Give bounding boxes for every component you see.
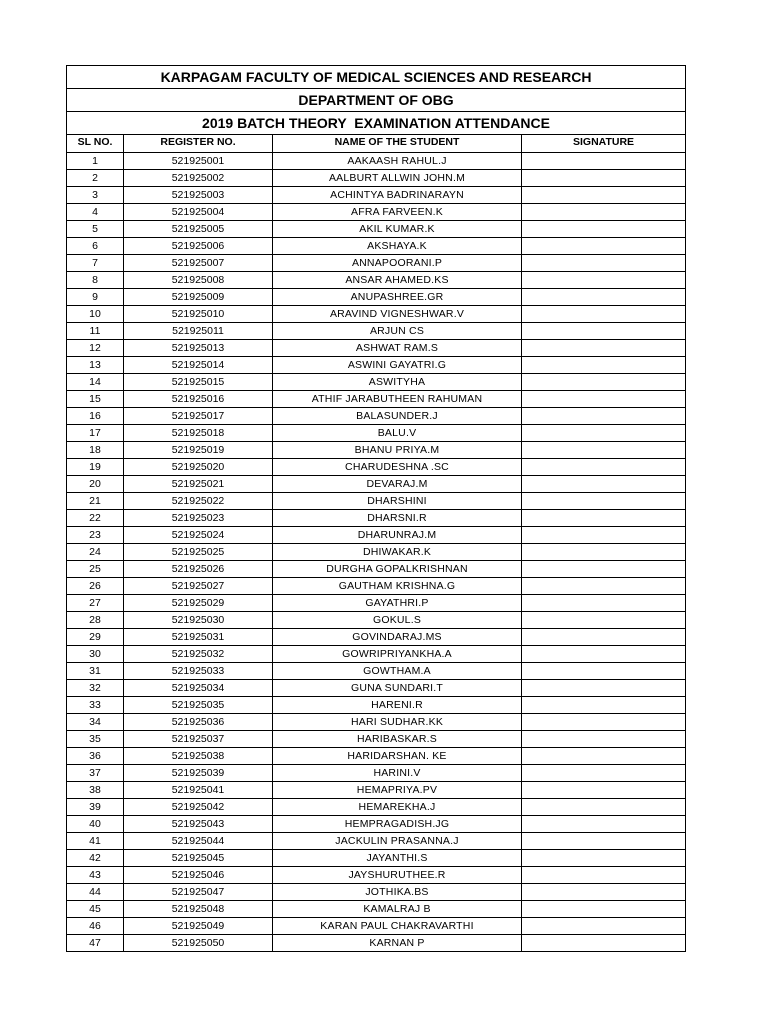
signature-cell[interactable] — [522, 816, 686, 833]
table-row — [67, 816, 686, 833]
table-row — [67, 289, 686, 306]
signature-cell[interactable] — [522, 493, 686, 510]
attendance-table — [66, 65, 686, 952]
sl-cell: 8 — [67, 272, 124, 289]
sl-cell: 20 — [67, 476, 124, 493]
register-no-cell: 521925003 — [124, 187, 273, 204]
register-no-cell: 521925016 — [124, 391, 273, 408]
sl-cell: 33 — [67, 697, 124, 714]
student-name-cell: DHARSHINI — [273, 493, 522, 510]
register-no-cell: 521925019 — [124, 442, 273, 459]
student-rows — [67, 153, 686, 952]
sl-cell: 2 — [67, 170, 124, 187]
register-no-cell: 521925048 — [124, 901, 273, 918]
table-row — [67, 187, 686, 204]
register-no-cell: 521925006 — [124, 238, 273, 255]
signature-cell[interactable] — [522, 306, 686, 323]
table-row — [67, 340, 686, 357]
register-no-cell: 521925015 — [124, 374, 273, 391]
register-no-cell: 521925026 — [124, 561, 273, 578]
signature-cell[interactable] — [522, 578, 686, 595]
register-no-cell: 521925031 — [124, 629, 273, 646]
student-name-cell: HARINI.V — [273, 765, 522, 782]
register-no-cell: 521925009 — [124, 289, 273, 306]
column-header-row — [67, 135, 686, 153]
signature-cell[interactable] — [522, 918, 686, 935]
table-row — [67, 170, 686, 187]
register-no-cell: 521925005 — [124, 221, 273, 238]
register-no-cell: 521925029 — [124, 595, 273, 612]
table-row — [67, 935, 686, 952]
table-row — [67, 867, 686, 884]
signature-cell[interactable] — [522, 748, 686, 765]
sl-cell: 14 — [67, 374, 124, 391]
sl-cell: 9 — [67, 289, 124, 306]
sl-cell: 18 — [67, 442, 124, 459]
signature-cell[interactable] — [522, 323, 686, 340]
sl-cell: 42 — [67, 850, 124, 867]
institution-title: KARPAGAM FACULTY OF MEDICAL SCIENCES AND RESEARCH — [67, 66, 686, 89]
student-name-cell: GOWTHAM.A — [273, 663, 522, 680]
register-no-cell: 521925043 — [124, 816, 273, 833]
register-no-cell: 521925017 — [124, 408, 273, 425]
register-no-cell: 521925002 — [124, 170, 273, 187]
signature-cell[interactable] — [522, 544, 686, 561]
signature-cell[interactable] — [522, 527, 686, 544]
signature-cell[interactable] — [522, 221, 686, 238]
sl-cell: 19 — [67, 459, 124, 476]
sl-cell: 40 — [67, 816, 124, 833]
register-no-cell: 521925018 — [124, 425, 273, 442]
signature-cell[interactable] — [522, 833, 686, 850]
attendance-sheet — [66, 65, 685, 952]
table-row — [67, 748, 686, 765]
register-no-cell: 521925025 — [124, 544, 273, 561]
signature-cell[interactable] — [522, 595, 686, 612]
table-row — [67, 238, 686, 255]
student-name-cell: GOVINDARAJ.MS — [273, 629, 522, 646]
register-no-cell: 521925046 — [124, 867, 273, 884]
table-row — [67, 680, 686, 697]
student-name-cell: DHARUNRAJ.M — [273, 527, 522, 544]
sl-cell: 17 — [67, 425, 124, 442]
register-no-cell: 521925042 — [124, 799, 273, 816]
register-no-cell: 521925022 — [124, 493, 273, 510]
table-row — [67, 731, 686, 748]
sl-cell: 36 — [67, 748, 124, 765]
register-no-cell: 521925037 — [124, 731, 273, 748]
register-no-cell: 521925045 — [124, 850, 273, 867]
sl-cell: 28 — [67, 612, 124, 629]
header-register-no: REGISTER NO. — [124, 135, 273, 153]
table-row — [67, 697, 686, 714]
student-name-cell: HEMPRAGADISH.JG — [273, 816, 522, 833]
sl-cell: 21 — [67, 493, 124, 510]
sl-cell: 12 — [67, 340, 124, 357]
sl-cell: 13 — [67, 357, 124, 374]
student-name-cell: HARIDARSHAN. KE — [273, 748, 522, 765]
table-row — [67, 425, 686, 442]
sl-cell: 39 — [67, 799, 124, 816]
student-name-cell: GAUTHAM KRISHNA.G — [273, 578, 522, 595]
table-row — [67, 476, 686, 493]
signature-cell[interactable] — [522, 476, 686, 493]
signature-cell[interactable] — [522, 187, 686, 204]
student-name-cell: HARENI.R — [273, 697, 522, 714]
signature-cell[interactable] — [522, 799, 686, 816]
student-name-cell: BALASUNDER.J — [273, 408, 522, 425]
register-no-cell: 521925041 — [124, 782, 273, 799]
sl-cell: 41 — [67, 833, 124, 850]
register-no-cell: 521925032 — [124, 646, 273, 663]
student-name-cell: HARIBASKAR.S — [273, 731, 522, 748]
table-row — [67, 850, 686, 867]
header-student-name: NAME OF THE STUDENT — [273, 135, 522, 153]
signature-cell[interactable] — [522, 850, 686, 867]
student-name-cell: ANSAR AHAMED.KS — [273, 272, 522, 289]
sl-cell: 11 — [67, 323, 124, 340]
register-no-cell: 521925020 — [124, 459, 273, 476]
table-row — [67, 901, 686, 918]
table-row — [67, 374, 686, 391]
student-name-cell: DURGHA GOPALKRISHNAN — [273, 561, 522, 578]
sl-cell: 29 — [67, 629, 124, 646]
register-no-cell: 521925014 — [124, 357, 273, 374]
table-row — [67, 629, 686, 646]
table-row — [67, 357, 686, 374]
signature-cell[interactable] — [522, 289, 686, 306]
title-row-department — [67, 89, 686, 112]
table-row — [67, 442, 686, 459]
sl-cell: 24 — [67, 544, 124, 561]
student-name-cell: GAYATHRI.P — [273, 595, 522, 612]
student-name-cell: ASWINI GAYATRI.G — [273, 357, 522, 374]
student-name-cell: AAKAASH RAHUL.J — [273, 153, 522, 170]
table-row — [67, 493, 686, 510]
student-name-cell: ARAVIND VIGNESHWAR.V — [273, 306, 522, 323]
sl-cell: 34 — [67, 714, 124, 731]
register-no-cell: 521925039 — [124, 765, 273, 782]
signature-cell[interactable] — [522, 272, 686, 289]
header-sl-no: SL NO. — [67, 135, 124, 153]
title-row-exam — [67, 112, 686, 135]
table-row — [67, 918, 686, 935]
signature-cell[interactable] — [522, 561, 686, 578]
student-name-cell: DEVARAJ.M — [273, 476, 522, 493]
student-name-cell: KARAN PAUL CHAKRAVARTHI — [273, 918, 522, 935]
signature-cell[interactable] — [522, 255, 686, 272]
table-row — [67, 612, 686, 629]
sl-cell: 15 — [67, 391, 124, 408]
table-row — [67, 153, 686, 170]
sl-cell: 35 — [67, 731, 124, 748]
table-row — [67, 799, 686, 816]
table-row — [67, 714, 686, 731]
student-name-cell: DHARSNI.R — [273, 510, 522, 527]
signature-cell[interactable] — [522, 357, 686, 374]
table-row — [67, 544, 686, 561]
register-no-cell: 521925008 — [124, 272, 273, 289]
register-no-cell: 521925021 — [124, 476, 273, 493]
signature-cell[interactable] — [522, 663, 686, 680]
sl-cell: 32 — [67, 680, 124, 697]
student-name-cell: HEMAPRIYA.PV — [273, 782, 522, 799]
signature-cell[interactable] — [522, 340, 686, 357]
student-name-cell: AALBURT ALLWIN JOHN.M — [273, 170, 522, 187]
sl-cell: 4 — [67, 204, 124, 221]
sl-cell: 25 — [67, 561, 124, 578]
table-row — [67, 595, 686, 612]
table-row — [67, 255, 686, 272]
sl-cell: 23 — [67, 527, 124, 544]
student-name-cell: GOWRIPRIYANKHA.A — [273, 646, 522, 663]
sl-cell: 16 — [67, 408, 124, 425]
student-name-cell: GUNA SUNDARI.T — [273, 680, 522, 697]
table-row — [67, 459, 686, 476]
sl-cell: 1 — [67, 153, 124, 170]
table-row — [67, 408, 686, 425]
table-row — [67, 884, 686, 901]
student-name-cell: ANUPASHREE.GR — [273, 289, 522, 306]
sl-cell: 6 — [67, 238, 124, 255]
signature-cell[interactable] — [522, 629, 686, 646]
student-name-cell: KAMALRAJ B — [273, 901, 522, 918]
signature-cell[interactable] — [522, 765, 686, 782]
student-name-cell: KARNAN P — [273, 935, 522, 952]
sl-cell: 45 — [67, 901, 124, 918]
department-title: DEPARTMENT OF OBG — [67, 89, 686, 112]
register-no-cell: 521925049 — [124, 918, 273, 935]
table-row — [67, 833, 686, 850]
register-no-cell: 521925044 — [124, 833, 273, 850]
signature-cell[interactable] — [522, 510, 686, 527]
sl-cell: 5 — [67, 221, 124, 238]
student-name-cell: JAYSHURUTHEE.R — [273, 867, 522, 884]
student-name-cell: BALU.V — [273, 425, 522, 442]
student-name-cell: HEMAREKHA.J — [273, 799, 522, 816]
sl-cell: 3 — [67, 187, 124, 204]
register-no-cell: 521925047 — [124, 884, 273, 901]
student-name-cell: AFRA FARVEEN.K — [273, 204, 522, 221]
signature-cell[interactable] — [522, 153, 686, 170]
register-no-cell: 521925027 — [124, 578, 273, 595]
student-name-cell: JACKULIN PRASANNA.J — [273, 833, 522, 850]
sl-cell: 38 — [67, 782, 124, 799]
table-row — [67, 578, 686, 595]
table-row — [67, 663, 686, 680]
sl-cell: 22 — [67, 510, 124, 527]
sl-cell: 47 — [67, 935, 124, 952]
student-name-cell: ANNAPOORANI.P — [273, 255, 522, 272]
student-name-cell: HARI SUDHAR.KK — [273, 714, 522, 731]
signature-cell[interactable] — [522, 408, 686, 425]
register-no-cell: 521925038 — [124, 748, 273, 765]
sl-cell: 30 — [67, 646, 124, 663]
sl-cell: 44 — [67, 884, 124, 901]
student-name-cell: JOTHIKA.BS — [273, 884, 522, 901]
signature-cell[interactable] — [522, 697, 686, 714]
student-name-cell: AKSHAYA.K — [273, 238, 522, 255]
register-no-cell: 521925050 — [124, 935, 273, 952]
table-row — [67, 561, 686, 578]
signature-cell[interactable] — [522, 884, 686, 901]
register-no-cell: 521925010 — [124, 306, 273, 323]
signature-cell[interactable] — [522, 680, 686, 697]
table-row — [67, 510, 686, 527]
title-row-institution — [67, 66, 686, 89]
register-no-cell: 521925033 — [124, 663, 273, 680]
sl-cell: 26 — [67, 578, 124, 595]
signature-cell[interactable] — [522, 782, 686, 799]
table-row — [67, 272, 686, 289]
student-name-cell: ACHINTYA BADRINARAYN — [273, 187, 522, 204]
register-no-cell: 521925035 — [124, 697, 273, 714]
table-row — [67, 646, 686, 663]
register-no-cell: 521925023 — [124, 510, 273, 527]
table-row — [67, 391, 686, 408]
register-no-cell: 521925024 — [124, 527, 273, 544]
signature-cell[interactable] — [522, 170, 686, 187]
register-no-cell: 521925011 — [124, 323, 273, 340]
student-name-cell: JAYANTHI.S — [273, 850, 522, 867]
table-row — [67, 527, 686, 544]
signature-cell[interactable] — [522, 374, 686, 391]
student-name-cell: ARJUN CS — [273, 323, 522, 340]
register-no-cell: 521925030 — [124, 612, 273, 629]
register-no-cell: 521925004 — [124, 204, 273, 221]
register-no-cell: 521925001 — [124, 153, 273, 170]
student-name-cell: DHIWAKAR.K — [273, 544, 522, 561]
signature-cell[interactable] — [522, 204, 686, 221]
register-no-cell: 521925034 — [124, 680, 273, 697]
table-row — [67, 323, 686, 340]
student-name-cell: ASWITYHA — [273, 374, 522, 391]
table-row — [67, 204, 686, 221]
signature-cell[interactable] — [522, 391, 686, 408]
student-name-cell: GOKUL.S — [273, 612, 522, 629]
student-name-cell: BHANU PRIYA.M — [273, 442, 522, 459]
student-name-cell: CHARUDESHNA .SC — [273, 459, 522, 476]
register-no-cell: 521925013 — [124, 340, 273, 357]
signature-cell[interactable] — [522, 731, 686, 748]
sl-cell: 10 — [67, 306, 124, 323]
sl-cell: 37 — [67, 765, 124, 782]
signature-cell[interactable] — [522, 935, 686, 952]
student-name-cell: ASHWAT RAM.S — [273, 340, 522, 357]
register-no-cell: 521925036 — [124, 714, 273, 731]
student-name-cell: AKIL KUMAR.K — [273, 221, 522, 238]
sl-cell: 46 — [67, 918, 124, 935]
signature-cell[interactable] — [522, 714, 686, 731]
sl-cell: 7 — [67, 255, 124, 272]
table-row — [67, 306, 686, 323]
table-row — [67, 782, 686, 799]
signature-cell[interactable] — [522, 901, 686, 918]
signature-cell[interactable] — [522, 425, 686, 442]
header-signature: SIGNATURE — [522, 135, 686, 153]
student-name-cell: ATHIF JARABUTHEEN RAHUMAN — [273, 391, 522, 408]
sl-cell: 31 — [67, 663, 124, 680]
sl-cell: 43 — [67, 867, 124, 884]
sl-cell: 27 — [67, 595, 124, 612]
signature-cell[interactable] — [522, 442, 686, 459]
signature-cell[interactable] — [522, 459, 686, 476]
signature-cell[interactable] — [522, 238, 686, 255]
table-row — [67, 765, 686, 782]
signature-cell[interactable] — [522, 612, 686, 629]
table-row — [67, 221, 686, 238]
signature-cell[interactable] — [522, 867, 686, 884]
signature-cell[interactable] — [522, 646, 686, 663]
register-no-cell: 521925007 — [124, 255, 273, 272]
exam-title: 2019 BATCH THEORY EXAMINATION ATTENDANCE — [67, 112, 686, 135]
